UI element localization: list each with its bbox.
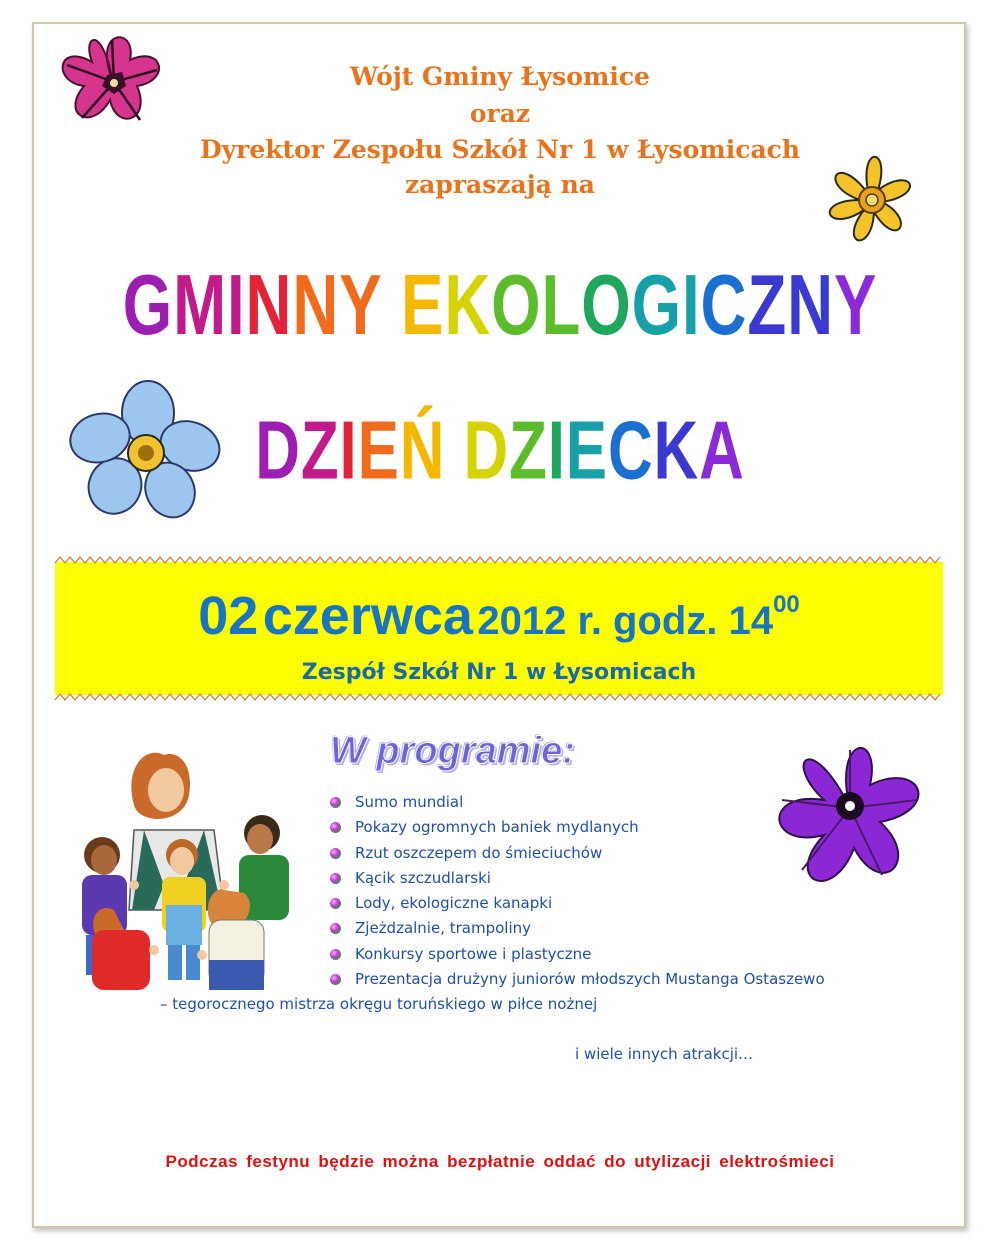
title-letter: M (173, 256, 227, 353)
list-item: Pokazy ogromnych baniek mydlanych (330, 815, 825, 840)
title-letter: N (245, 256, 293, 353)
list-item: Konkursy sportowe i plastyczne (330, 942, 825, 967)
bullet-icon (330, 923, 341, 934)
title-letter: C (607, 405, 654, 497)
program-title: W programie: (330, 730, 575, 772)
header-line-4: zapraszają na (404, 170, 596, 199)
title-letter: K (444, 256, 492, 353)
title-letter: I (226, 256, 246, 353)
title-line-1 (70, 256, 930, 354)
title-letter: A (699, 405, 745, 497)
title-letter: D (463, 405, 510, 497)
title-letter: E (565, 405, 608, 497)
footer-notice: Podczas festynu będzie można bezpłatnie oddać do utylizacji elektrośmieci (165, 1152, 835, 1171)
zigzag-top (55, 556, 943, 564)
title-letter: Z (509, 405, 548, 497)
title-letter: E (357, 405, 400, 497)
children-circle-illustration (74, 735, 304, 995)
more-attractions: i wiele innych atrakcji… (575, 1045, 754, 1063)
title-letter: Z (747, 256, 788, 353)
event-date (55, 585, 943, 647)
title-letter: I (339, 405, 358, 497)
title-letter: N (787, 256, 834, 353)
title-letter: Ń (399, 405, 446, 497)
program-list (330, 790, 825, 992)
title-letter: C (700, 256, 748, 353)
zigzag-bottom (55, 693, 943, 701)
title-letter: I (547, 405, 566, 497)
list-item: Rzut oszczepem do śmieciuchów (330, 841, 825, 866)
header-line-1: Wójt Gminy Łysomice (350, 62, 650, 91)
list-item: Prezentacja drużyny juniorów młodszych Mustanga Ostaszewo (330, 967, 825, 992)
event-venue: Zespół Szkół Nr 1 w Łysomicach (301, 660, 697, 685)
title-letter: K (653, 405, 700, 497)
bullet-icon (330, 797, 341, 808)
bullet-icon (330, 848, 341, 859)
bullet-icon (330, 949, 341, 960)
title-letter: G (631, 256, 683, 353)
header-line-3: Dyrektor Zespołu Szkół Nr 1 w Łysomicach (199, 135, 801, 164)
title-letter: Y (833, 256, 878, 353)
title-letter: I (682, 256, 701, 353)
title-letter: Z (300, 405, 340, 497)
hour-superscript: 00 (773, 591, 800, 618)
title-letter: O (581, 256, 632, 353)
bullet-icon (330, 898, 341, 909)
title-letter: D (255, 405, 301, 497)
title-line-2 (70, 404, 930, 498)
title-letter: E (401, 256, 445, 353)
title-letter (383, 256, 402, 354)
bullet-icon (330, 873, 341, 884)
bullet-icon (330, 822, 341, 833)
list-item: Zjeżdzalnie, trampoliny (330, 916, 825, 941)
title-letter (445, 404, 463, 498)
title-letter: N (292, 256, 340, 353)
program-continuation: – tegorocznego mistrza okręgu toruńskiego w piłce nożnej (160, 995, 598, 1013)
title-letter: L (541, 256, 582, 353)
list-item: Kącik szczudlarski (330, 866, 825, 891)
title-letter: O (491, 256, 542, 353)
title-letter: G (122, 256, 174, 353)
date-day: 02 (198, 586, 259, 646)
date-month: czerwca (262, 586, 473, 646)
list-item: Lody, ekologiczne kanapki (330, 891, 825, 916)
header-line-2: oraz (469, 99, 531, 128)
bullet-icon (330, 974, 341, 985)
list-item: Sumo mundial (330, 790, 825, 815)
title-letter: Y (339, 256, 383, 353)
date-year-time: 2012 r. godz. 14 (477, 599, 774, 643)
